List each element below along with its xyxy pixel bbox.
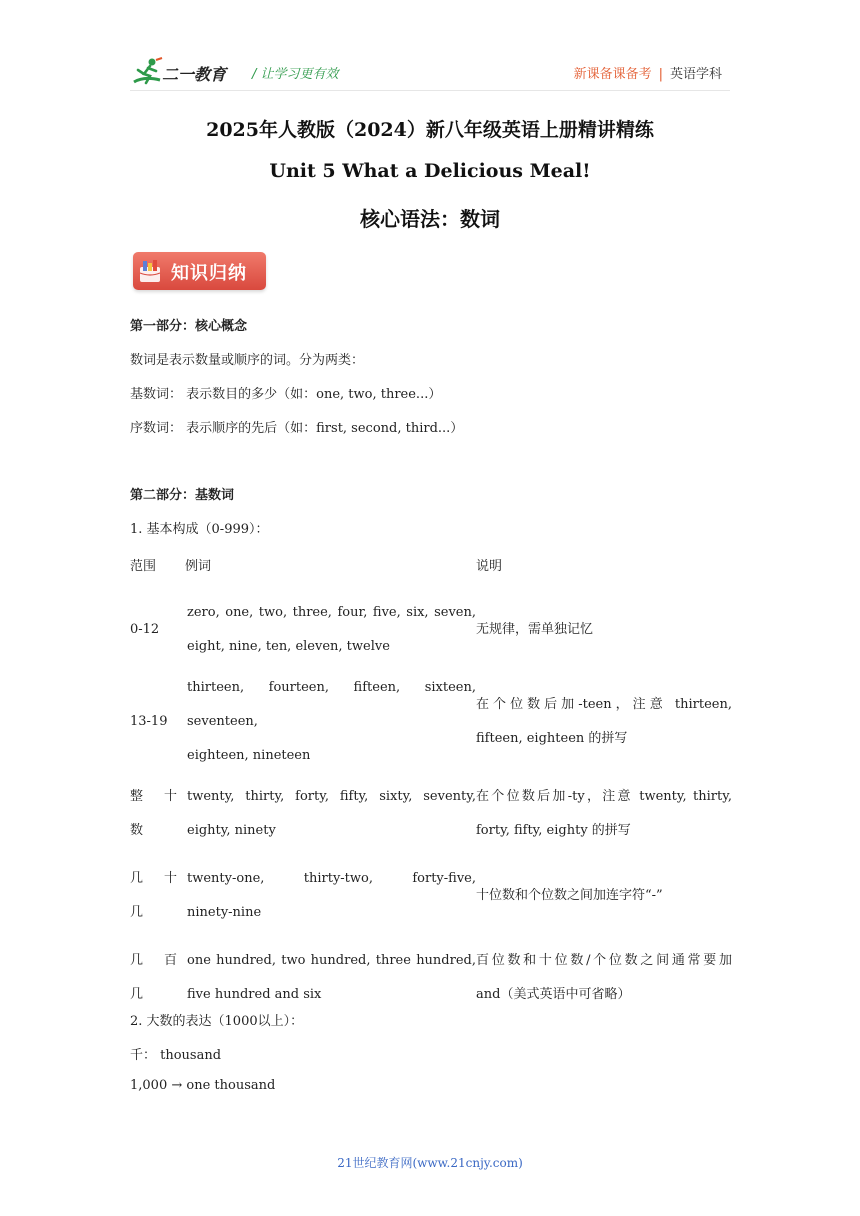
cell-line: 几 [130, 905, 144, 920]
table-cell-note [476, 855, 732, 937]
cell-line: zero, one, two, three, four, five, six, seven, [187, 605, 476, 620]
cell-line: eighteen, nineteen [187, 748, 311, 763]
cell-line: 在个位数后加-ty，注意 twenty, thirty, [476, 789, 732, 804]
knowledge-badge [133, 252, 266, 290]
doc-topic-title: 核心语法：数词 [360, 207, 500, 231]
cell-line: forty, fifty, eighty 的拼写 [476, 823, 631, 838]
slogan: / 让学习更有效 [252, 67, 339, 82]
cell-line: fifteen, eighteen 的拼写 [476, 731, 628, 746]
table-cell-range [130, 589, 185, 671]
table-cell-range [130, 671, 185, 773]
header-separator: | [658, 67, 663, 82]
part2-sub1: 1. 基本构成（0-999）： [130, 522, 269, 537]
cell-line: eighty, ninety [187, 823, 276, 838]
page-header [130, 52, 730, 92]
header-divider [130, 90, 730, 91]
cell-line: 几 百 [130, 953, 177, 968]
table-cell-note [476, 671, 732, 773]
cell-line: twenty-one, thirty-two, forty-five, [187, 871, 476, 886]
cell-line: 在个位数后加-teen，注意 thirteen, [476, 697, 732, 712]
logo [130, 56, 240, 88]
table-cell-examples [185, 937, 476, 1019]
header-tag-subject: 英语学科 [669, 67, 722, 82]
badge-label: 知识归纳 [171, 263, 247, 284]
table-cell-examples [185, 855, 476, 937]
part1-heading: 第一部分：核心概念 [130, 319, 248, 334]
table-cell-examples [185, 589, 476, 671]
table-header-cell: 范围 [130, 559, 157, 574]
part1-cardinal: 基数词： 表示数目的多少（如：one, two, three...） [130, 387, 442, 402]
part2-heading: 第二部分：基数词 [130, 488, 235, 503]
table-row [130, 589, 732, 671]
table-cell-range [130, 855, 185, 937]
table-cell-note [476, 589, 732, 671]
table-cell-examples [185, 671, 476, 773]
table-cell-note [476, 773, 732, 855]
cell-line: 数 [130, 823, 144, 838]
cell-line: 整 十 [130, 789, 177, 804]
cell-line: five hundred and six [187, 987, 322, 1002]
doc-title: 2025年人教版（2024）新八年级英语上册精讲精练 [206, 119, 654, 141]
table-header-row [130, 545, 732, 589]
table-header-cell: 例词 [185, 559, 212, 574]
cell-line: 几 [130, 987, 144, 1002]
cell-line: 无规律，需单独记忆 [476, 622, 594, 637]
cell-line: thirteen, fourteen, fifteen, sixteen, seventeen, [187, 680, 476, 729]
page-footer: 21世纪教育网(www.21cnjy.com) [337, 1156, 523, 1170]
table-row [130, 773, 732, 855]
cell-line: 0-12 [130, 622, 160, 637]
table-cell-note [476, 937, 732, 1019]
table-cell-range [130, 937, 185, 1019]
book-icon [139, 259, 161, 283]
thousand-example: 1,000 → one thousand [130, 1078, 276, 1093]
part2-sub2: 2. 大数的表达（1000以上）： [130, 1014, 304, 1029]
thousand-line: 千： thousand [130, 1048, 222, 1063]
cell-line: one hundred, two hundred, three hundred, [187, 953, 476, 968]
cell-line: twenty, thirty, forty, fifty, sixty, seventy, [187, 789, 476, 804]
table-cell-range [130, 773, 185, 855]
table-header-cell: 说明 [476, 559, 503, 574]
cell-line: and（美式英语中可省略） [476, 987, 631, 1002]
header-right [574, 63, 722, 82]
table-row [130, 937, 732, 1019]
cell-line: 几 十 [130, 871, 177, 886]
table-cell-examples [185, 773, 476, 855]
cardinal-table [130, 545, 732, 1019]
cell-line: eight, nine, ten, eleven, twelve [187, 639, 390, 654]
cell-line: 百位数和十位数/个位数之间通常要加 [476, 953, 732, 968]
logo-text: 二一教育 [162, 65, 227, 84]
cell-line: ninety-nine [187, 905, 262, 920]
cell-line: 13-19 [130, 714, 168, 729]
part1-ordinal: 序数词： 表示顺序的先后（如：first, second, third...） [130, 421, 464, 436]
cell-line: 十位数和个位数之间加连字符“-” [476, 888, 663, 903]
doc-unit-title: Unit 5 What a Delicious Meal! [269, 160, 591, 182]
table-row [130, 855, 732, 937]
table-row [130, 671, 732, 773]
part1-intro: 数词是表示数量或顺序的词。分为两类： [130, 353, 365, 368]
header-tag-course: 新课备课备考 [573, 67, 652, 82]
